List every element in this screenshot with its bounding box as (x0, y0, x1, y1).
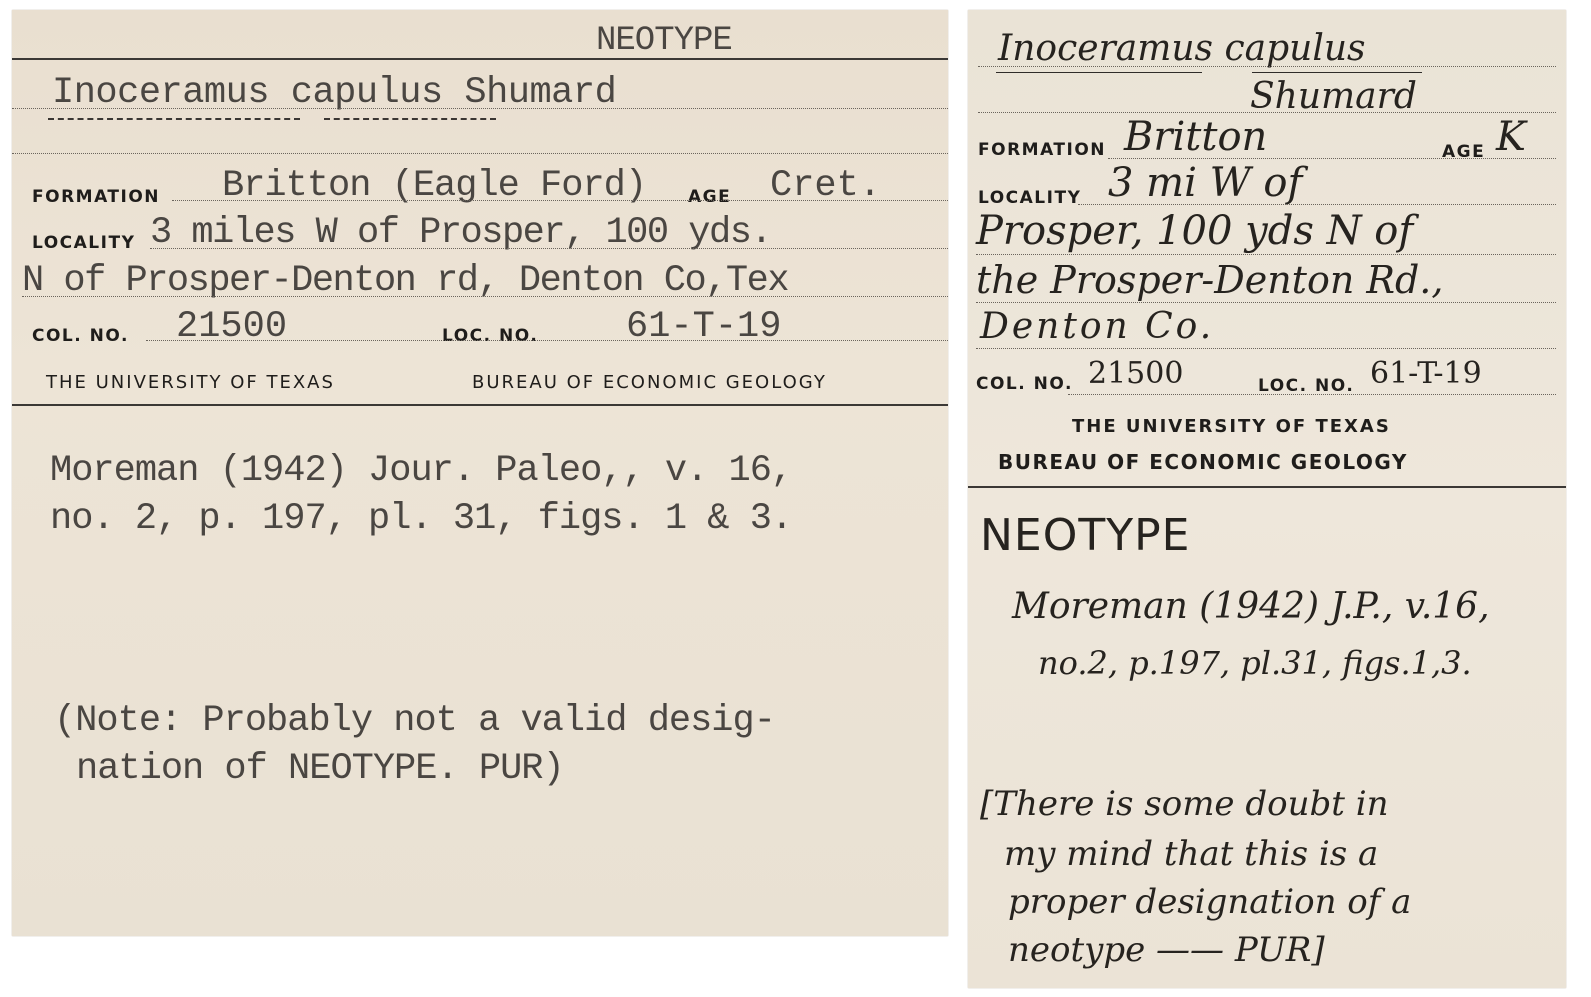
specimen-card-typed (12, 10, 948, 936)
age-label: AGE (688, 187, 732, 207)
note-line-2: my mind that this is a (1004, 834, 1379, 874)
formation-label: FORMATION (978, 140, 1107, 160)
note-line-2: nation of NEOTYPE. PUR) (76, 748, 564, 790)
neotype-heading: NEOTYPE (980, 510, 1191, 561)
rule-line (22, 296, 948, 297)
reference-line-1: Moreman (1942) Jour. Paleo,, v. 16, (50, 450, 793, 492)
note-line-1: (Note: Probably not a valid desig- (54, 700, 775, 742)
locality-label: LOCALITY (978, 188, 1082, 208)
card-header-neotype: NEOTYPE (596, 22, 732, 60)
rule-line (12, 108, 948, 109)
locality-label: LOCALITY (32, 233, 136, 253)
locality-line-2: Prosper, 100 yds N of (976, 208, 1414, 254)
age-value: K (1496, 114, 1526, 160)
rule-line (978, 66, 1556, 67)
species-underline (1252, 72, 1422, 73)
formation-value: Britton (Eagle Ford) (222, 165, 647, 207)
divider (968, 486, 1566, 488)
loc-no-value: 61-T-19 (626, 306, 782, 348)
species-underline (48, 118, 300, 120)
rule-line (12, 153, 948, 154)
loc-no-label: LOC. NO. (442, 326, 539, 346)
rule-line (976, 302, 1556, 303)
col-no-value: 21500 (176, 306, 288, 348)
note-line-3: proper designation of a (1008, 882, 1412, 922)
institution-name: THE UNIVERSITY OF TEXAS (1072, 416, 1391, 437)
rule-line (976, 348, 1556, 349)
loc-no-label: LOC. NO. (1258, 376, 1355, 396)
locality-line-1: 3 mi W of (1108, 160, 1303, 206)
age-value: Cret. (770, 165, 882, 207)
rule-line (978, 112, 1556, 113)
bureau-name: BUREAU OF ECONOMIC GEOLOGY (472, 372, 827, 393)
rule-line (1078, 204, 1556, 205)
rule-line (976, 254, 1556, 255)
reference-line-2: no. 2, p. 197, pl. 31, figs. 1 & 3. (50, 498, 793, 540)
rule-line (1068, 394, 1556, 395)
reference-line-1: Moreman (1942) J.P., v.16, (1012, 586, 1490, 627)
locality-line-2: N of Prosper-Denton rd, Denton Co,Tex (22, 260, 789, 302)
formation-label: FORMATION (32, 187, 161, 207)
rule-line (146, 340, 948, 341)
col-no-label: COL. NO. (976, 374, 1073, 394)
col-no-label: COL. NO. (32, 326, 129, 346)
reference-line-2: no.2, p.197, pl.31, figs.1,3. (1038, 644, 1472, 682)
formation-value: Britton (1124, 114, 1268, 160)
institution-name: THE UNIVERSITY OF TEXAS (46, 372, 335, 393)
locality-line-4: Denton Co. (980, 306, 1215, 347)
loc-no-value: 61-T-19 (1370, 356, 1482, 391)
note-line-4: neotype —— PUR] (1008, 930, 1325, 970)
divider (12, 58, 948, 60)
species-underline (324, 118, 496, 120)
divider (12, 404, 948, 406)
rule-line (150, 248, 948, 249)
age-label: AGE (1442, 142, 1486, 162)
col-no-value: 21500 (1088, 356, 1184, 391)
species-underline (996, 72, 1202, 73)
locality-line-1: 3 miles W of Prosper, 100 yds. (150, 212, 772, 254)
specimen-card-handwritten (968, 10, 1566, 988)
locality-line-3: the Prosper-Denton Rd., (976, 258, 1444, 302)
rule-line (1108, 158, 1556, 159)
species-name-line-1: Inoceramus capulus (998, 28, 1366, 69)
bureau-name: BUREAU OF ECONOMIC GEOLOGY (998, 450, 1408, 474)
species-name: Inoceramus capulus Shumard (52, 72, 617, 114)
species-name-line-2: Shumard (1250, 76, 1417, 117)
rule-line (172, 200, 948, 201)
note-line-1: [There is some doubt in (980, 784, 1389, 824)
